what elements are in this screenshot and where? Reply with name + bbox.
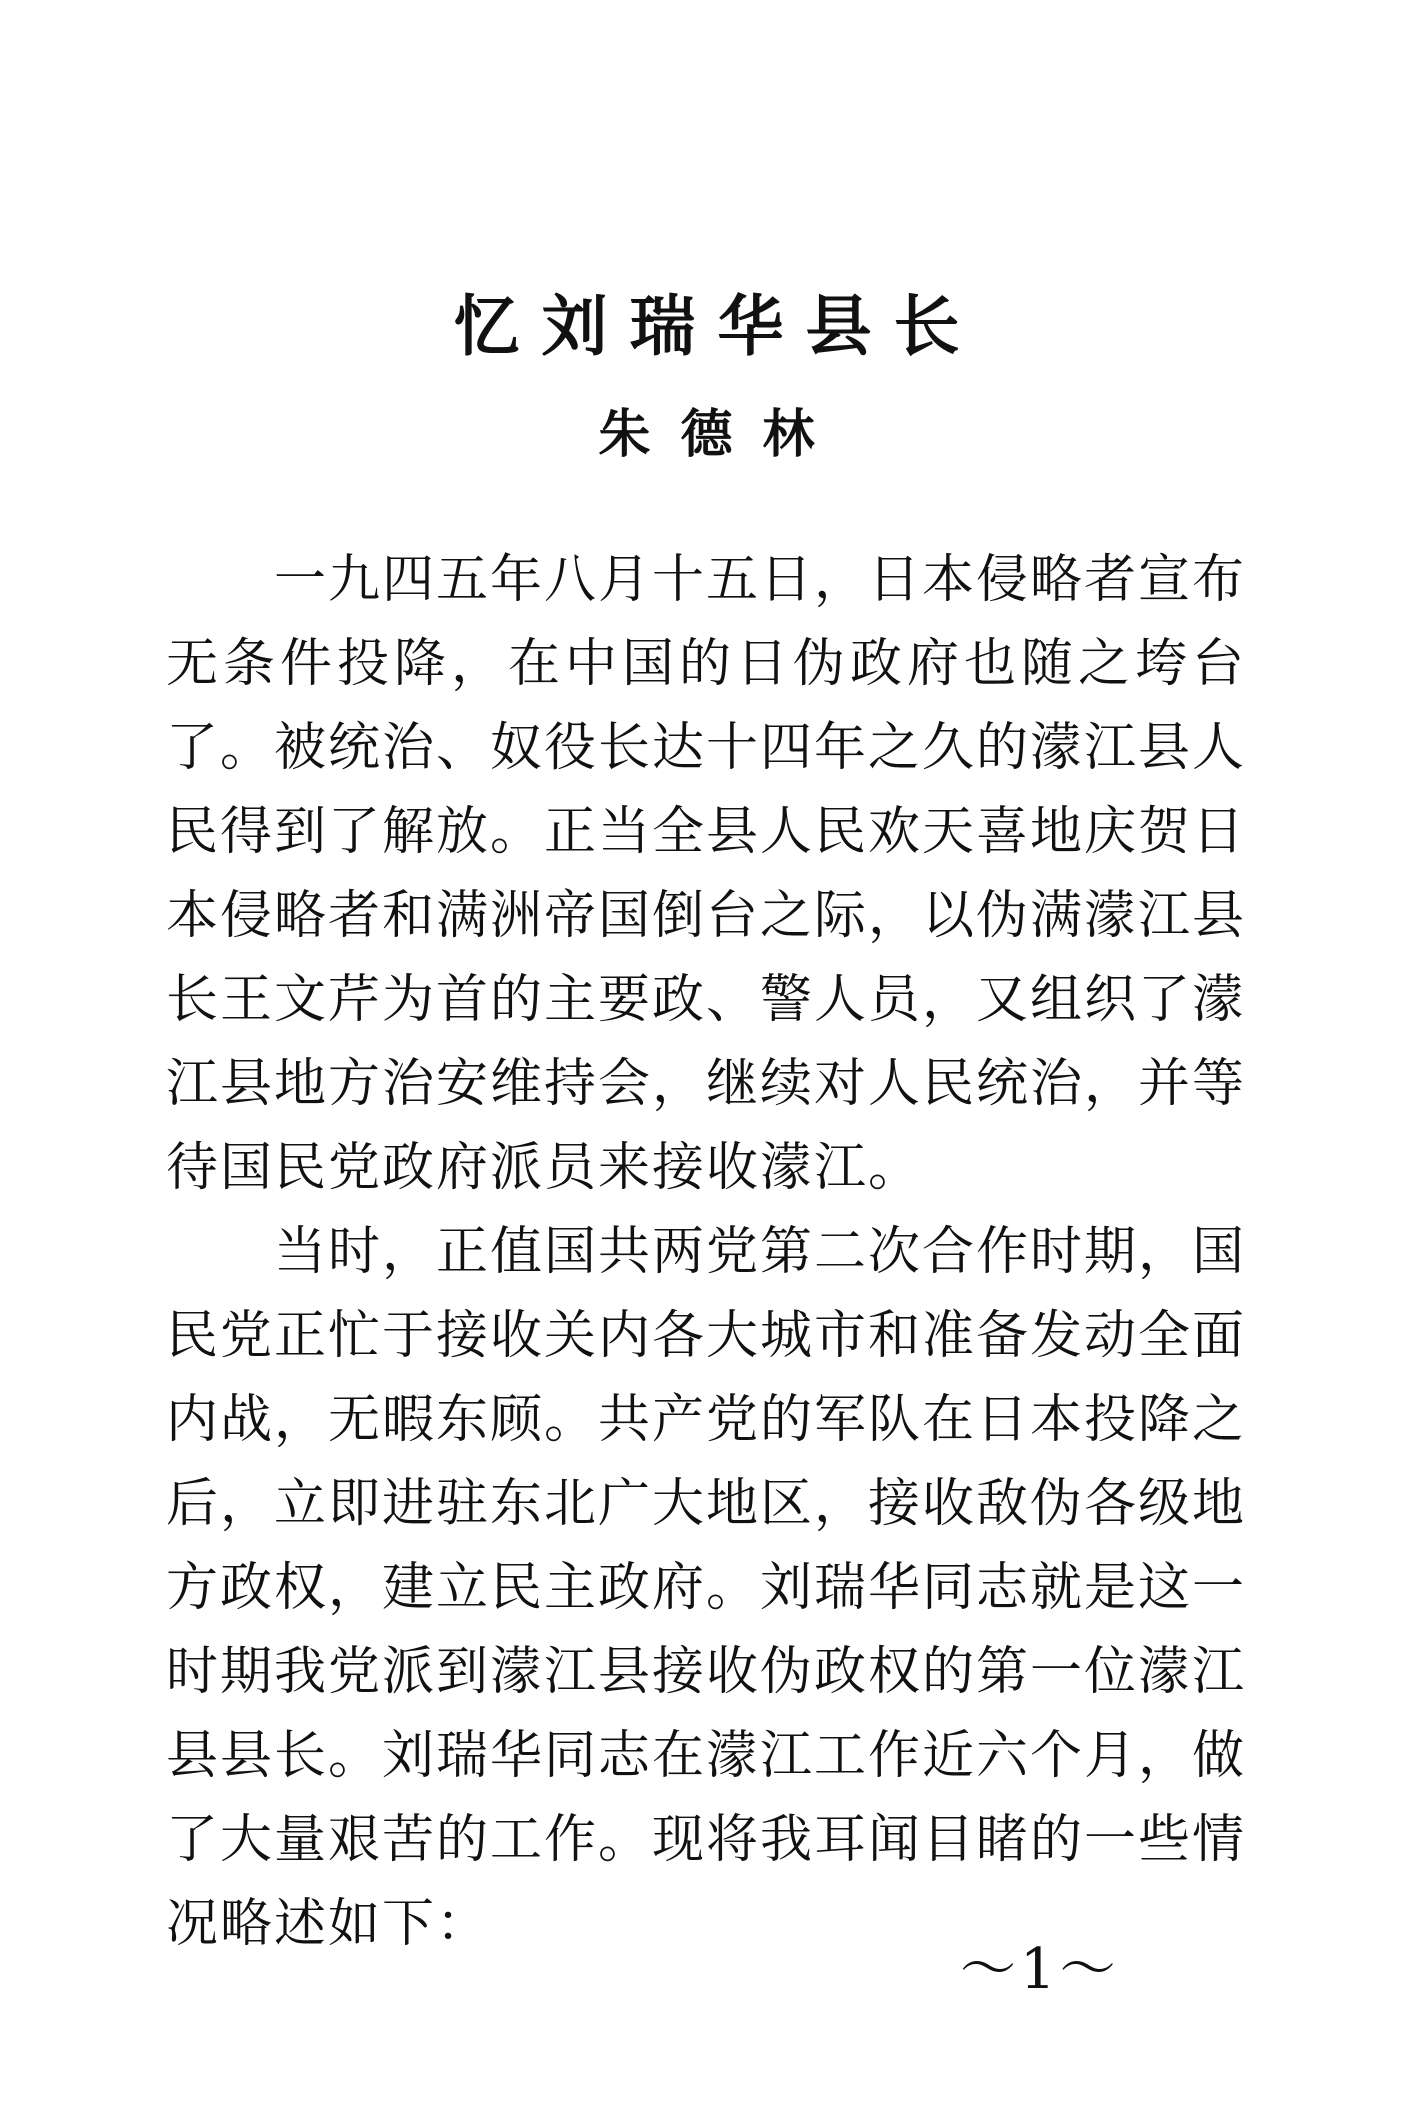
paragraph: 当时，正值国共两党第二次合作时期，国民党正忙于接收关内各大城市和准备发动全面内战，无暇东顾。共产党的军队在日本投降之后，立即进驻东北广大地区，接收敌伪各级地方政权，建立民主政府。刘瑞华同志就是这一时期我党派到濛江县接收伪政权的第一位濛江县县长。刘瑞华同志在濛江工作近六个月，做了大量艰苦的工作。现将我耳闻目睹的一些情况略述如下： — [166, 1222, 1247, 1954]
article-body — [166, 538, 1246, 1966]
author-name: 朱德林 — [598, 405, 845, 465]
page-number: ～1～ — [960, 1937, 1120, 2002]
paragraph: 一九四五年八月十五日，日本侵略者宣布无条件投降，在中国的日伪政府也随之垮台了。被统治、奴役长达十四年之久的濛江县人民得到了解放。正当全县人民欢天喜地庆贺日本侵略者和满洲帝国倒台之际，以伪满濛江县长王文芹为首的主要政、警人员，又组织了濛江县地方治安维持会，继续对人民统治，并等待国民党政府派员来接收濛江。 — [166, 550, 1247, 1198]
article-title: 忆刘瑞华县长 — [453, 288, 982, 365]
